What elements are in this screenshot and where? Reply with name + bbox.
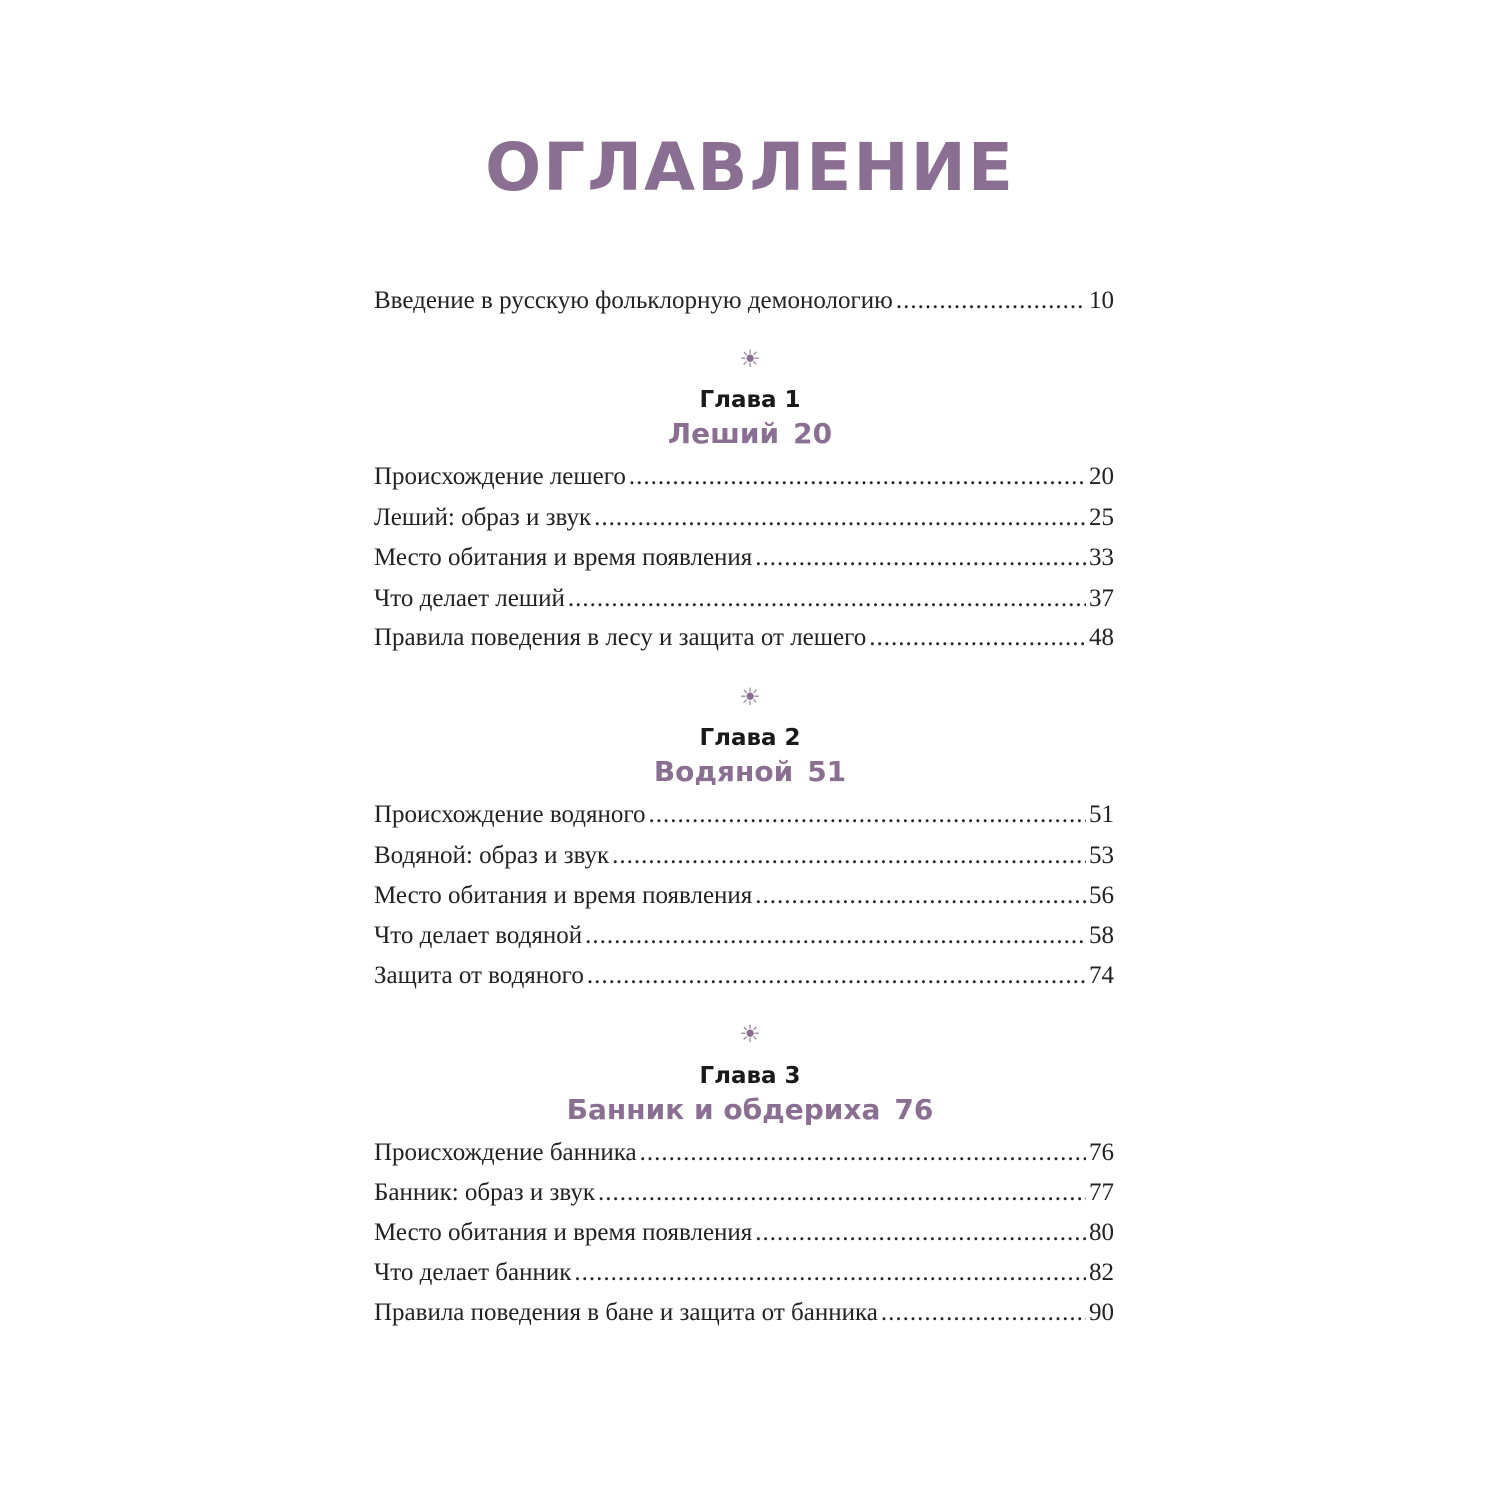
chapter-page: 76 [894, 1093, 934, 1126]
toc-entry[interactable] [374, 1218, 1114, 1248]
toc-entry[interactable] [374, 921, 1114, 951]
leader-dots [648, 800, 1086, 830]
toc-entry-page: 58 [1089, 922, 1114, 949]
toc-entry-label: Банник: образ и звук [374, 1179, 595, 1206]
toc-entry-page: 56 [1089, 882, 1114, 909]
toc-entry[interactable] [374, 623, 1114, 653]
leader-dots [585, 921, 1086, 951]
toc-entry-label: Место обитания и время появления [374, 544, 753, 571]
toc-entry-page: 33 [1089, 544, 1114, 571]
toc-entry-page: 76 [1089, 1139, 1114, 1166]
chapter-title[interactable] [0, 417, 1500, 451]
leader-dots [598, 1178, 1086, 1208]
leader-dots [755, 881, 1086, 911]
toc-entry-label: Происхождение лешего [374, 463, 626, 490]
toc-entry[interactable] [374, 1178, 1114, 1208]
leader-dots [587, 961, 1086, 991]
chapter-number: Глава 2 [699, 725, 801, 751]
toc-entry[interactable] [374, 881, 1114, 911]
toc-entry-page: 90 [1089, 1299, 1114, 1326]
toc-entry-page: 80 [1089, 1219, 1114, 1246]
toc-entry-label: Что делает водяной [374, 922, 583, 949]
toc-entry[interactable] [374, 800, 1114, 830]
chapter-number: Глава 1 [699, 387, 801, 413]
toc-entry[interactable] [374, 961, 1114, 991]
toc-entry-label: Происхождение банника [374, 1139, 637, 1166]
chapter-page: 20 [793, 417, 833, 450]
toc-entry-page: 25 [1089, 504, 1114, 531]
page-title: ОГЛАВЛЕНИЕ [485, 129, 1015, 206]
toc-entry-page: 53 [1089, 842, 1114, 869]
leader-dots [574, 1258, 1086, 1288]
leader-dots [629, 462, 1086, 492]
leader-dots [755, 543, 1086, 573]
chapter-title-text: Банник и обдериха [566, 1093, 881, 1126]
toc-entry-label: Правила поведения в бане и защита от банника [374, 1299, 878, 1326]
toc-entry-page: 77 [1089, 1179, 1114, 1206]
toc-entry-page: 37 [1089, 585, 1114, 612]
toc-entry[interactable] [374, 503, 1114, 533]
leader-dots [594, 503, 1086, 533]
leader-dots [640, 1138, 1086, 1168]
toc-entry-page: 74 [1089, 962, 1114, 989]
leader-dots [568, 584, 1086, 614]
leader-dots [869, 623, 1086, 653]
toc-entry-label: Леший: образ и звук [374, 504, 592, 531]
toc-entry[interactable] [374, 1258, 1114, 1288]
toc-entry-page: 20 [1089, 463, 1114, 490]
toc-entry[interactable] [374, 462, 1114, 492]
toc-entry-page: 51 [1089, 801, 1114, 828]
leader-dots [896, 286, 1086, 316]
toc-entry-label: Правила поведения в лесу и защита от лешего [374, 624, 867, 651]
toc-entry[interactable] [374, 543, 1114, 573]
chapter-title[interactable] [0, 1093, 1500, 1127]
chapter-page: 51 [807, 755, 847, 788]
toc-entry-label: Место обитания и время появления [374, 882, 753, 909]
toc-entry[interactable] [374, 1138, 1114, 1168]
toc-entry-label: Происхождение водяного [374, 801, 646, 828]
toc-entry-page: 10 [1089, 287, 1114, 314]
toc-entry-label: Введение в русскую фольклорную демонологию [374, 287, 893, 314]
sun-ornament-icon: ☀ [739, 345, 761, 373]
toc-entry-label: Что делает банник [374, 1259, 572, 1286]
toc-entry-label: Место обитания и время появления [374, 1219, 753, 1246]
toc-entry-label: Водяной: образ и звук [374, 842, 610, 869]
leader-dots [755, 1218, 1086, 1248]
chapter-title[interactable] [0, 755, 1500, 789]
leader-dots [881, 1298, 1086, 1328]
toc-entry-label: Защита от водяного [374, 962, 584, 989]
toc-entry[interactable] [374, 584, 1114, 614]
toc-entry-page: 48 [1089, 624, 1114, 651]
leader-dots [612, 841, 1086, 871]
chapter-title-text: Леший [667, 417, 780, 450]
sun-ornament-icon: ☀ [739, 1020, 761, 1048]
toc-entry-page: 82 [1089, 1259, 1114, 1286]
toc-entry-label: Что делает леший [374, 585, 565, 612]
chapter-title-text: Водяной [653, 755, 794, 788]
sun-ornament-icon: ☀ [739, 683, 761, 711]
toc-entry[interactable] [374, 1298, 1114, 1328]
toc-entry[interactable] [374, 841, 1114, 871]
chapter-number: Глава 3 [699, 1063, 801, 1089]
toc-entry-intro[interactable] [374, 286, 1114, 316]
